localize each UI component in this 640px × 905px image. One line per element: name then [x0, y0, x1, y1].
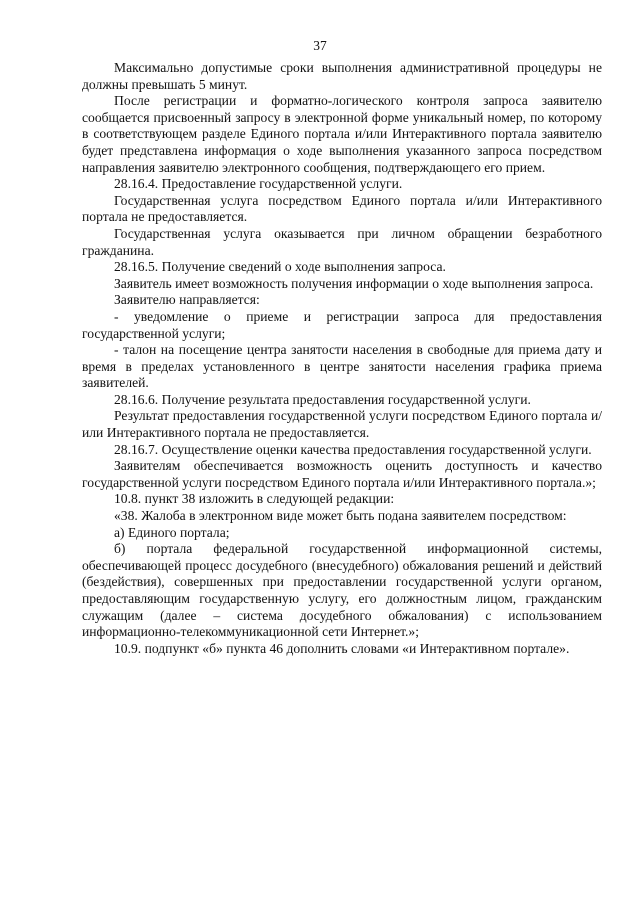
section-heading: 28.16.6. Получение результата предоставления государственной услуги. — [114, 391, 531, 407]
document-body — [82, 60, 602, 657]
paragraph: Заявителю направляется: — [114, 292, 260, 308]
list-item: - талон на посещение центра занятости населения в свободные для приема дату и время в пределах установленного в центре занятости населения графика приема заявителей. — [82, 342, 602, 391]
paragraph: Государственная услуга оказывается при личном обращении безработного гражданина. — [82, 225, 602, 258]
list-item: б) портала федеральной государственной информационной системы, обеспечивающей процесс досудебного (внесудебного) обжалования решений и действий (бездействия), совершенных при предоставлении государственной услуги органом, предоставляющим государственную услугу, его должностным лицом, гражданским служащим (далее – система досудебного обжалования) с использованием информационно-телекоммуникационной сети Интернет.»; — [82, 541, 602, 640]
list-item: а) Единого портала; — [114, 524, 230, 540]
list-item: - уведомление о приеме и регистрации запроса для предоставления государственной услуги; — [82, 308, 602, 341]
section-heading: 28.16.5. Получение сведений о ходе выполнения запроса. — [114, 259, 446, 275]
paragraph: Государственная услуга посредством Единого портала и/или Интерактивного портала не предоставляется. — [82, 192, 602, 225]
paragraph: 10.9. подпункт «б» пункта 46 дополнить словами «и Интерактивном портале». — [114, 640, 570, 656]
section-heading: 28.16.7. Осуществление оценки качества предоставления государственной услуги. — [114, 441, 592, 457]
page-number: 37 — [313, 38, 327, 53]
paragraph: Заявитель имеет возможность получения информации о ходе выполнения запроса. — [114, 275, 594, 291]
paragraph: 10.8. пункт 38 изложить в следующей редакции: — [114, 491, 395, 507]
paragraph: Результат предоставления государственной услуги посредством Единого портала и/или Интерактивного портала не предоставляется. — [82, 408, 602, 441]
paragraph: «38. Жалоба в электронном виде может быть подана заявителем посредством: — [114, 508, 567, 524]
paragraph: Максимально допустимые сроки выполнения административной процедуры не должны превышать 5 минут. — [82, 60, 602, 92]
section-heading: 28.16.4. Предоставление государственной услуги. — [114, 176, 403, 192]
paragraph: После регистрации и форматно-логического контроля запроса заявителю сообщается присвоенный запросу в электронной форме уникальный номер, по которому в соответствующем разделе Единого портала и/или Интерактивного портала заявителю будет представлена информация о ходе выполнения указанного запроса посредством направления заявителю электронного сообщения, подтверждающего его прием. — [82, 93, 602, 175]
paragraph: Заявителям обеспечивается возможность оценить доступность и качество государственной услуги посредством Единого портала и/или Интерактивного портала.»; — [82, 458, 602, 490]
